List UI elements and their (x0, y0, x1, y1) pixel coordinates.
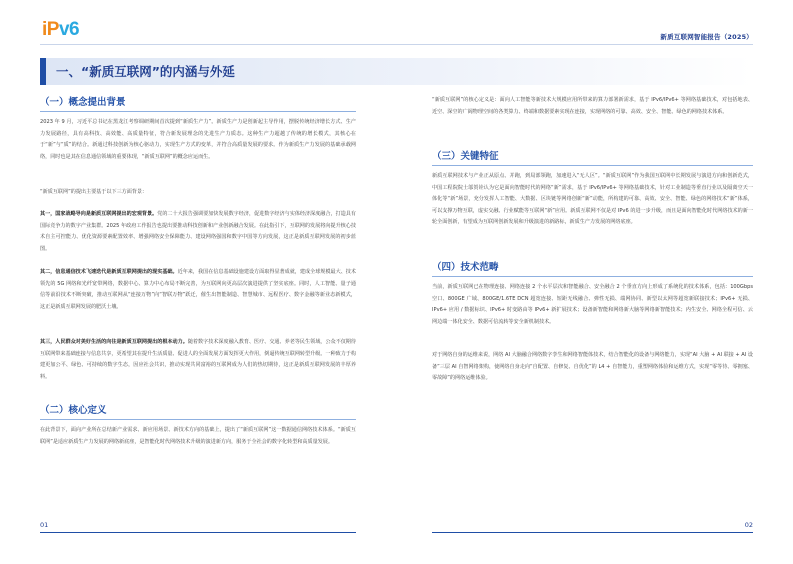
paragraph-strategy-body: 党的二十大报告强调要加快发展数字经济，促进数字经济与实体经济深度融合，打造具有国际竞争力的数字产业集群。2025 年政府工作报告也提出要推动科技创新和产业创新融合发展。在此指引下，互联网的发展将向提升核心技术自主可控能力、优化资源要素配置效率、增强网络安全保障能力、建设网络强国和数字中国等方向发展，这正是新质互联网发展的初步蓝图。 (40, 211, 356, 252)
section-accent-bar (40, 58, 46, 85)
page-number-left: 01 (40, 521, 49, 529)
subheading-rule (40, 111, 356, 112)
paragraph-technology-body: 近年来，我国在信息基础设施建设方面取得显著成就，建成全球规模最大、技术领先的 5G 网络和光纤宽带网络，数据中心、算力中心布局不断完善，为互联网向更高层次演进提供了坚实底座。同时，人工智能、量子通信等前沿技术不断突破，推动互联网从“连接万物”向“智联万物”跃迁，催生出智能制造、智慧城市、远程医疗、数字金融等新业态新模式，这正是新质互联网发展的肥沃土壤。 (40, 269, 356, 310)
ipv6-logo (42, 20, 79, 39)
subheading-core-definition: （二）核心定义 (40, 405, 107, 416)
paragraph-people-body: 随着数字技术深度融入教育、医疗、交通、养老等民生领域，公众不仅期待互联网带来基础连接与信息共享，更希望其在提升生活质量、促进人的全面发展方面发挥更大作用，倒逼传统互联网转型升级。一种致力于构建更加公平、绿色、可持续的数字生态，因应社会共识，推动实现共同富裕的互联网成为人们的热切期待，这正是新质互联网发展的丰厚养料。 (40, 339, 356, 380)
paragraph-background-intro: 2023 年 9 月，习近平总书记在黑龙江考察调研期间首次提到“新质生产力”。新质生产力是创新起主导作用，摆脱传统经济增长方式、生产力发展路径，具有高科技、高效能、高质量特征，符合新发展理念的先进生产力质态。这种生产力超越了传统的增长模式，其核心在于“新”与“质”的结合。新通过科技创新为核心驱动力，实现生产方式的变革，并符合高质量发展的要求。作为新质生产力发展的基础承载网络，同时也是其在信息通信领域的重要体现，“新质互联网”的概念应运而生。 (40, 119, 356, 160)
paragraph-core-definition: “新质互联网”的核心定义是：面向人工智能等新技术大规模应用所带来的算力部署新需求，基于 IPv6/IPv6+ 等网络基础技术，对包括地表、近空、深空的广阔物理空间的各类算力、终端和数据要素实现在连接，实现网络的可靠、高效、安全、智能、绿色的网络技术体系。 (432, 97, 753, 115)
subheading-rule (40, 419, 356, 420)
paragraph-technology (40, 267, 356, 313)
page-number-right: 02 (744, 521, 753, 529)
report-name: 新质互联网智能报告（2025） (660, 33, 753, 41)
paragraph-definition-context: 在此背景下，面向产业所在总结新产业需求、新应用场景、新技术方向的基础上，提出了“新质互联网”这一数据通信网络技术体系。“新质互联网”是适应新质生产力发展的网络新底座，是智能化时代网络技术升级的演进新方向，服务于全社会的数字化转型和高质量发展。 (40, 427, 356, 445)
paragraph-network-ops: 对于网络自身的运维来说，网络 AI 大脑融合网络数字孪生和网络智能体技术，结合智能化的设备与网络能力，实现“AI 大脑 + AI 联接 + AI 设备”三层 AI 自智网络架构，使网络自身走向“自配置、自修复、自优化”的 L4 + 自智能力，重塑网络体验和运维方式，实现“零等待、零拥塞、零故障”的网络运维体验。 (432, 352, 753, 381)
paragraph-strategy-lead: 其一，国家战略导向是新质互联网提出的宏观背景。 (40, 211, 158, 217)
paragraph-three-backgrounds: “新质互联网”的提出主要基于以下三方面背景： (40, 189, 148, 195)
subheading-background: （一）概念提出背景 (40, 97, 126, 108)
logo-text-ip: iP (42, 19, 59, 40)
header-divider (40, 44, 753, 45)
subheading-rule (432, 276, 753, 277)
logo-text-v6: v6 (58, 19, 80, 40)
paragraph-technology-lead: 其二，信息通信技术飞速迭代是新质互联网提出的现实基础。 (40, 269, 178, 275)
footer-rule-left (40, 532, 356, 533)
subheading-tech-scope: （四）技术范畴 (432, 262, 499, 273)
paragraph-strategy (40, 209, 356, 255)
footer-rule-right (432, 532, 753, 533)
paragraph-key-features: 新质互联网技术与产业正从原点、并跑，到局部领跑，加速进入“无人区”。“新质互联网”作为我国互联网中长期发展与演进方向和创新范式，中国工程院院士邬贺铨认为它是面向智能时代的网络“新”需求，基于 IPv6/IPv6+ 等网络基础技术，针对工业制造等垂直行业以及隔离空天一体化等“新”场景，充分发挥人工智能、大数据、区块链等网络创新“新”动能，所构建的可靠、高效、安全、智能、绿色的网络技术“新”体系，可以支撑万物互联，虚实交融、行业赋能等互联网“新”应用。新质互联网不仅是对 IPv6 的进一步升级，而且是面向智能化时代网络技术的新一轮全面创新，有望成为互联网创新发展和升级演进的新路标，新质生产力发展的网络底座。 (432, 173, 753, 225)
subheading-key-features: （三）关键特征 (432, 151, 499, 162)
section-title: 一、“新质互联网”的内涵与外延 (56, 64, 235, 79)
subheading-rule (432, 165, 753, 166)
paragraph-tech-scope: 当前，新质互联网已在物理连接、网络连接 2 个水平层次和智能融合、安全融合 2 个垂直方向上形成了系统化的技术体系，包括：100Gbps 空口、800GE 广域、800GE/1.6TE DCN 超宽连接、短距无线融合、弹性无损、端网协同、新型以太网等超宽新联接技术；IPv6+ 无损、IPv6+ 应用 / 数据标识、IPv6+ 时变路由等 IPv6+ 新扩展技术；设备新智能和网络新大脑等网络新智能技术；内生安全、网络全程可信、云网边端一体化安全、数据可信流转等安全新机制技术。 (432, 284, 753, 325)
paragraph-people (40, 337, 356, 383)
paragraph-people-lead: 其三，人民群众对美好生活的向往是新质互联网提出的根本动力。 (40, 339, 188, 345)
